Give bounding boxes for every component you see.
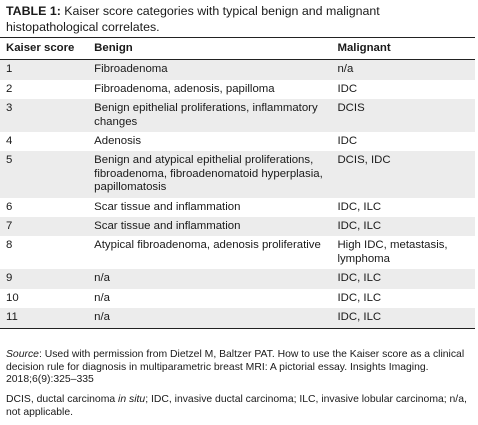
table-header-row bbox=[0, 38, 475, 60]
cell-kaiser-score: 5 bbox=[6, 154, 13, 167]
cell-kaiser-score: 2 bbox=[6, 82, 13, 95]
abbr-pre: DCIS, ductal carcinoma bbox=[6, 394, 119, 405]
abbr-italic: in situ bbox=[118, 394, 146, 405]
table-row bbox=[0, 132, 475, 151]
header-kaiser-score: Kaiser score bbox=[6, 42, 75, 54]
cell-malignant: DCIS bbox=[337, 102, 365, 115]
table-body bbox=[0, 60, 475, 328]
cell-malignant: IDC, ILC bbox=[337, 220, 382, 233]
cell-kaiser-score: 7 bbox=[6, 220, 13, 233]
cell-malignant: DCIS, IDC bbox=[337, 154, 391, 167]
cell-malignant: IDC, ILC bbox=[337, 272, 382, 285]
source-text: : Used with permission from Dietzel M, Baltzer PAT. How to use the Kaiser score as a clinical decision rule for diagnosis in multiparametric breast MRI: A pictorial essay. Insights Imaging. 2018;6(9):325–335 bbox=[6, 349, 465, 386]
cell-malignant: n/a bbox=[337, 63, 354, 76]
cell-benign: n/a bbox=[94, 291, 110, 304]
cell-benign: Adenosis bbox=[94, 135, 142, 148]
abbreviations-note bbox=[6, 394, 472, 419]
table-row bbox=[0, 289, 475, 308]
cell-benign: Scar tissue and inflammation bbox=[94, 200, 241, 213]
cell-kaiser-score: 8 bbox=[6, 239, 13, 252]
source-label: Source bbox=[6, 349, 39, 360]
cell-benign: n/a bbox=[94, 272, 110, 285]
table-row bbox=[0, 308, 475, 328]
kaiser-score-table bbox=[0, 37, 475, 329]
abbr-post: ; IDC, invasive ductal carcinoma; ILC, invasive lobular carcinoma; n/a, not applicable. bbox=[6, 394, 467, 418]
table-row bbox=[0, 80, 475, 99]
table-row bbox=[0, 236, 475, 269]
cell-benign: Atypical fibroadenoma, adenosis proliferative bbox=[94, 239, 321, 252]
cell-kaiser-score: 9 bbox=[6, 272, 13, 285]
cell-benign: Benign and atypical epithelial proliferations, fibroadenoma, fibroadenomatoid hyperplasia, papillomatosis bbox=[94, 154, 323, 194]
table-row bbox=[0, 99, 475, 132]
table-row bbox=[0, 60, 475, 80]
cell-malignant: IDC, ILC bbox=[337, 200, 382, 213]
source-note bbox=[6, 349, 472, 387]
cell-benign: Benign epithelial proliferations, inflammatory changes bbox=[94, 102, 318, 128]
cell-kaiser-score: 6 bbox=[6, 200, 13, 213]
caption-text: Kaiser score categories with typical benign and malignant histopathological correlates. bbox=[6, 4, 380, 34]
cell-malignant: IDC, ILC bbox=[337, 311, 382, 324]
cell-kaiser-score: 1 bbox=[6, 63, 13, 76]
cell-kaiser-score: 11 bbox=[6, 311, 18, 324]
cell-benign: Scar tissue and inflammation bbox=[94, 220, 241, 233]
header-benign: Benign bbox=[94, 42, 133, 54]
table-row bbox=[0, 217, 475, 236]
table-row bbox=[0, 269, 475, 288]
cell-malignant: IDC, ILC bbox=[337, 291, 382, 304]
cell-benign: Fibroadenoma, adenosis, papilloma bbox=[94, 82, 275, 95]
table-row bbox=[0, 151, 475, 197]
cell-benign: Fibroadenoma bbox=[94, 63, 168, 76]
cell-malignant: IDC bbox=[337, 82, 358, 95]
cell-benign: n/a bbox=[94, 311, 110, 324]
header-malignant: Malignant bbox=[337, 42, 391, 54]
table-caption bbox=[6, 4, 472, 35]
cell-kaiser-score: 3 bbox=[6, 102, 13, 115]
table-row bbox=[0, 198, 475, 217]
cell-kaiser-score: 4 bbox=[6, 135, 13, 148]
cell-malignant: IDC bbox=[337, 135, 358, 148]
caption-label: TABLE 1: bbox=[6, 4, 61, 18]
cell-kaiser-score: 10 bbox=[6, 291, 19, 304]
cell-malignant: High IDC, metastasis, lymphoma bbox=[337, 239, 448, 265]
